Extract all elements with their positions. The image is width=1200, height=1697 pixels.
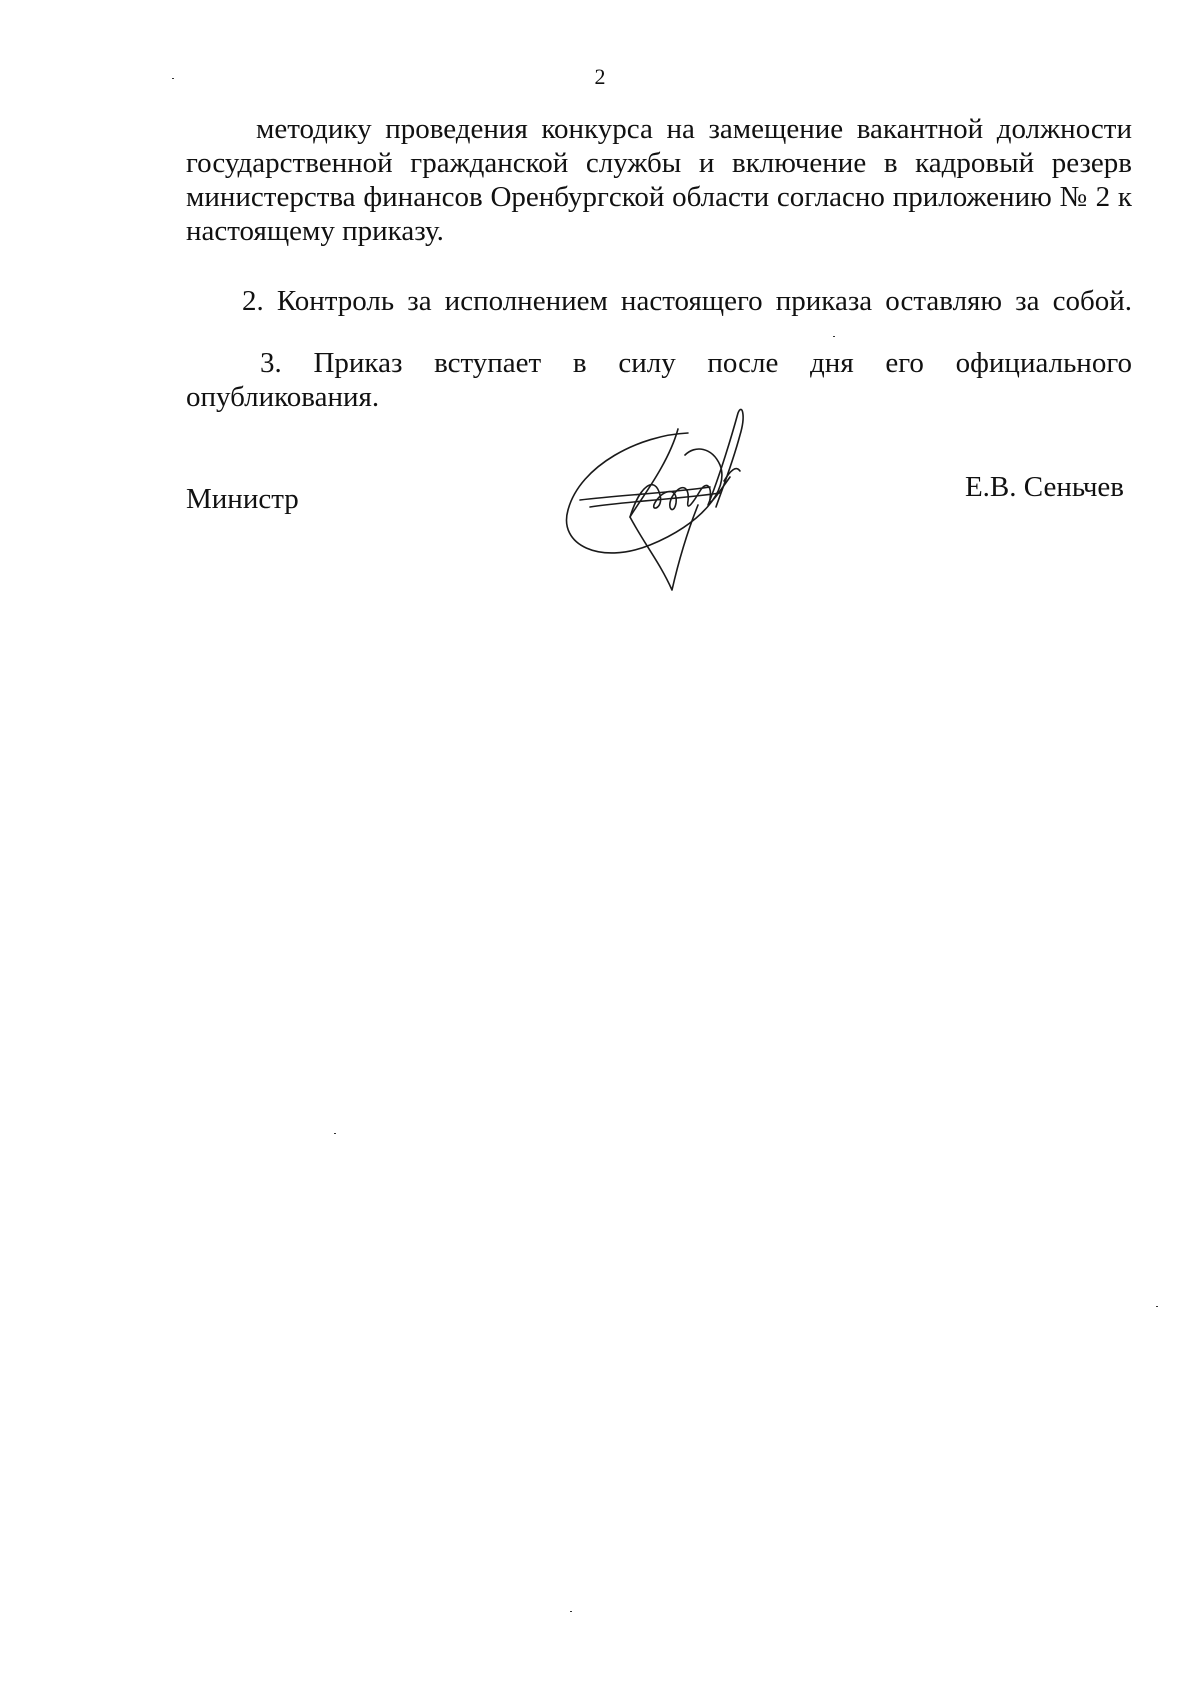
clause-2: 2. Контроль за исполнением настоящего приказа оставляю за собой. (242, 285, 1132, 317)
signer-title: Министр (186, 483, 299, 515)
scan-speck (172, 78, 174, 79)
handwritten-signature (560, 405, 810, 615)
scan-speck (833, 336, 835, 337)
signer-name: Е.В. Сеньчев (964, 471, 1124, 503)
clause-3: 3. Приказ вступает в силу после дня его официального опубликования. (186, 347, 1132, 413)
scan-speck (570, 1611, 572, 1612)
page-number: 2 (594, 64, 606, 89)
scan-speck (1156, 1306, 1158, 1307)
paragraph-continuation: методику проведения конкурса на замещение вакантной должности государственной гражданской службы и включение в кадровый резерв министерства финансов Оренбургской области согласно приложению № 2 к настоящему приказу. (186, 113, 1132, 247)
scan-speck (334, 1133, 336, 1134)
